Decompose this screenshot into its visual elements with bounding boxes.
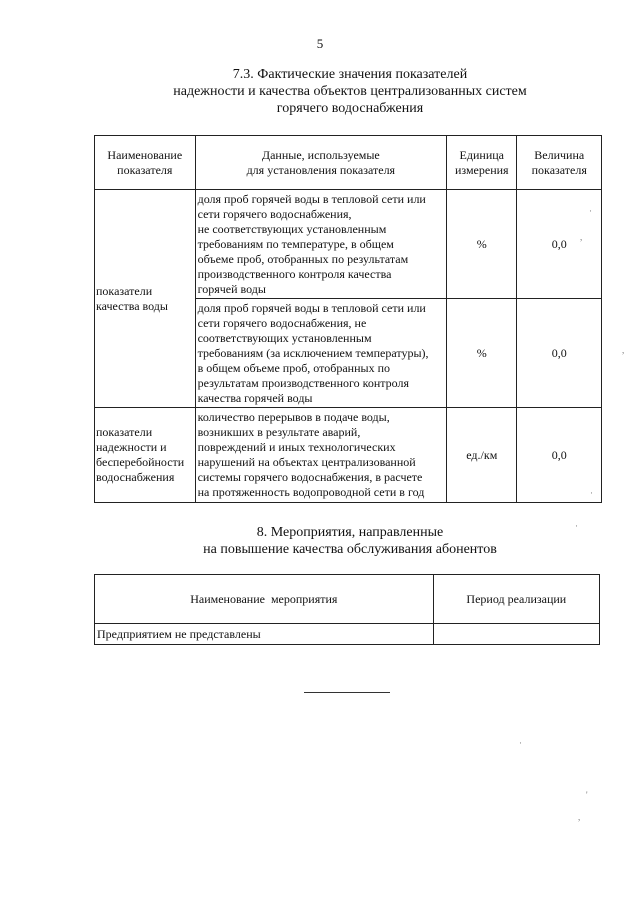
header-line: Данные, используемые	[261, 147, 380, 162]
row-period	[433, 624, 599, 645]
data-line: качества горячей воды	[197, 390, 313, 405]
row-value: 0,0	[517, 408, 602, 503]
group-name-line: показатели	[96, 283, 153, 298]
indicators-table	[94, 135, 602, 503]
data-line: повреждений и иных технологических	[197, 440, 396, 454]
table-header-row	[95, 136, 602, 190]
section-7-title-line: горячего водоснабжения	[276, 101, 424, 116]
header-line: показателя	[117, 162, 173, 177]
group-name-line: качества воды	[96, 298, 168, 313]
section-8-title	[80, 524, 620, 558]
row-data-description	[195, 190, 446, 299]
group-water-quality	[95, 190, 196, 408]
data-line: системы горячего водоснабжения, в расчете	[197, 470, 423, 484]
scan-speck: ,	[580, 232, 583, 242]
data-line: результатам производственного контроля	[197, 375, 410, 390]
data-line: в общем объеме проб, отобранных по	[197, 360, 390, 375]
row-unit: %	[447, 190, 517, 299]
data-line: требованиям (за исключением температуры),	[197, 345, 429, 360]
table-row	[95, 408, 602, 503]
row-data-description	[195, 408, 446, 503]
group-name-line: показатели	[96, 425, 153, 439]
data-line: объеме проб, отобранных по результатам	[197, 251, 409, 266]
row-unit: %	[447, 299, 517, 408]
section-8-title-line: 8. Мероприятия, направленные	[256, 525, 444, 540]
header-measure-name: Наименование мероприятия	[95, 575, 434, 624]
group-name-line: надежности и	[96, 440, 167, 454]
section-7-title-line: надежности и качества объектов централизованных систем	[173, 84, 527, 99]
header-line: Единица	[459, 147, 504, 162]
row-value: 0,0	[517, 299, 602, 408]
data-line: количество перерывов в подаче воды,	[197, 410, 390, 424]
scan-speck: '	[586, 790, 588, 800]
group-name-line: водоснабжения	[96, 470, 175, 484]
section-7-title-line: 7.3. Фактические значения показателей	[232, 67, 468, 82]
header-value	[517, 136, 602, 190]
data-line: возникших в результате аварий,	[197, 425, 361, 439]
scan-speck: ·	[575, 521, 578, 531]
header-data-used	[195, 136, 446, 190]
data-line: требованиям по температуре, в общем	[197, 236, 394, 251]
table-row	[95, 190, 602, 299]
data-line: сети горячего водоснабжения,	[197, 206, 352, 221]
header-line: Наименование	[107, 147, 183, 162]
table-row	[95, 624, 600, 645]
row-measure: Предприятием не представлены	[95, 624, 434, 645]
data-line: производственного контроля качества	[197, 266, 392, 281]
row-value: 0,0	[517, 190, 602, 299]
header-line: показателя	[531, 162, 587, 177]
data-line: на протяженность водопроводной сети в год	[197, 485, 425, 499]
scan-speck: ,	[622, 345, 625, 355]
data-line: горячей воды	[197, 281, 266, 296]
scan-speck: ,	[578, 812, 581, 822]
data-line: сети горячего водоснабжения, не	[197, 315, 367, 330]
header-indicator-name	[95, 136, 196, 190]
scan-speck: ·	[519, 738, 522, 748]
data-line: нарушений на объектах централизованной	[197, 455, 416, 469]
data-line: не соответствующих установленным	[197, 221, 387, 236]
header-unit	[447, 136, 517, 190]
end-separator-line	[304, 692, 390, 693]
scan-speck: ·	[590, 488, 593, 498]
header-period: Период реализации	[433, 575, 599, 624]
group-reliability	[95, 408, 196, 503]
header-line: для установления показателя	[246, 162, 396, 177]
scan-speck: ·	[589, 206, 592, 216]
header-line: Величина	[534, 147, 585, 162]
header-line: измерения	[454, 162, 509, 177]
section-8-title-line: на повышение качества обслуживания абонентов	[203, 542, 497, 557]
data-line: доля проб горячей воды в тепловой сети или	[197, 300, 426, 315]
group-name-line: бесперебойности	[96, 455, 185, 469]
row-data-description	[195, 299, 446, 408]
table-header-row	[95, 575, 600, 624]
measures-table	[94, 574, 600, 645]
data-line: соответствующих установленным	[197, 330, 372, 345]
row-unit: ед./км	[447, 408, 517, 503]
data-line: доля проб горячей воды в тепловой сети или	[197, 191, 426, 206]
section-7-title	[80, 66, 620, 117]
page-number: 5	[316, 36, 324, 51]
